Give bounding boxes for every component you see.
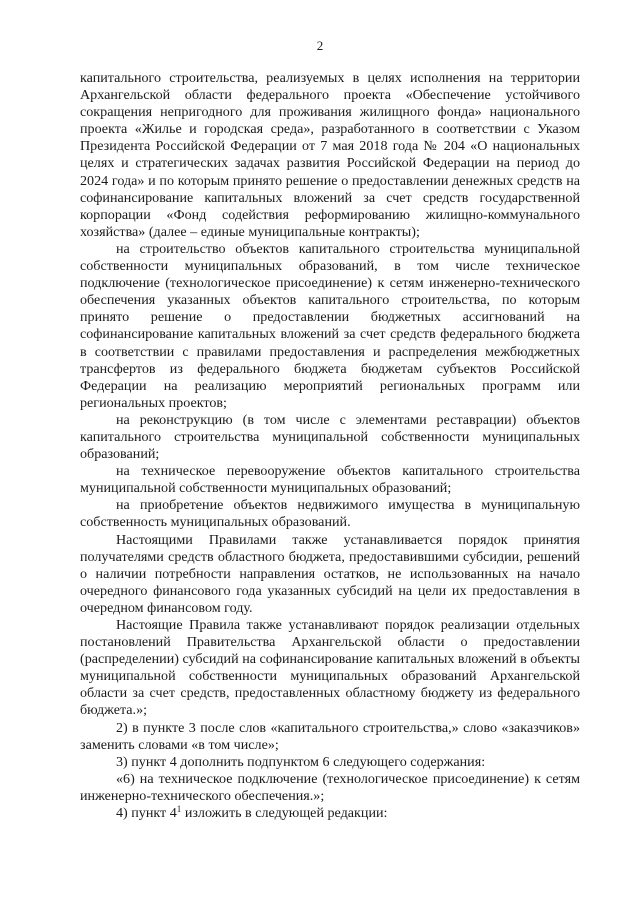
item-4-superscript: 1 xyxy=(176,804,182,815)
paragraph-rules-implementation: Настоящие Правила также устанавливают порядок реализации отдельных постановлений Правительства Архангельской области о предоставлении (распределении) субсидий на софинансирование капитальных вложений в объекты муниципальной собственности муниципальных образований Архангельской области за счет средств, предоставленных областному бюджету из федерального бюджета.»; xyxy=(80,617,580,719)
page-number: 2 xyxy=(316,38,324,53)
paragraph-item-3: 3) пункт 4 дополнить подпунктом 6 следующего содержания: xyxy=(116,753,486,770)
paragraph-item-2: 2) в пункте 3 после слов «капитального строительства,» слово «заказчиков» заменить словами «в том числе»; xyxy=(80,719,580,753)
item-4-text-start: 4) пункт 4 xyxy=(116,805,177,822)
paragraph-reequipment: на техническое перевооружение объектов капитального строительства муниципальной собственности муниципальных образований; xyxy=(80,463,580,497)
document-body xyxy=(80,70,580,822)
paragraph-construction: на строительство объектов капитального строительства муниципальной собственности муниципальных образований, в том числе техническое подключение (технологическое присоединение) к сетям инженерно-технического обеспечения указанных объектов капитального строительства, по которым принято решение о предоставлении бюджетных ассигнований на софинансирование капитальных вложений за счет средств федерального бюджета в соответствии с правилами предоставления и распределения межбюджетных трансфертов из федерального бюджета бюджетам субъектов Российской Федерации на реализацию мероприятий региональных программ или региональных проектов; xyxy=(80,240,580,411)
item-4-text-end: изложить в следующей редакции: xyxy=(181,805,388,822)
paragraph-subitem-6: «6) на техническое подключение (технологическое присоединение) к сетям инженерно-технического обеспечения.»; xyxy=(80,770,580,804)
paragraph-reconstruction: на реконструкцию (в том числе с элементами реставрации) объектов капитального строительства муниципальной собственности муниципальных образований; xyxy=(80,411,580,463)
paragraph-item-4 xyxy=(80,805,580,822)
paragraph-acquisition: на приобретение объектов недвижимого имущества в муниципальную собственность муниципальных образований. xyxy=(80,497,580,531)
paragraph-continuation: капитального строительства, реализуемых в целях исполнения на территории Архангельской области федерального проекта «Обеспечение устойчивого сокращения непригодного для проживания жилищного фонда» национального проекта «Жилье и городская среда», разработанного в соответствии с Указом Президента Российской Федерации от 7 мая 2018 года № 204 «О национальных целях и стратегических задачах развития Российской Федерации на период до 2024 года» и по которым принято решение о предоставлении денежных средств на софинансирование капитальных вложений за счет средств государственной корпорации «Фонд содействия реформированию жилищно-коммунального хозяйства» (далее – единые муниципальные контракты); xyxy=(80,70,580,240)
paragraph-rules-decision: Настоящими Правилами также устанавливается порядок принятия получателями средств областного бюджета, предоставившими субсидии, решений о наличии потребности направления остатков, не использованных на начало очередного финансового года указанных субсидий на цели их предоставления в очередном финансовом году. xyxy=(80,531,580,616)
